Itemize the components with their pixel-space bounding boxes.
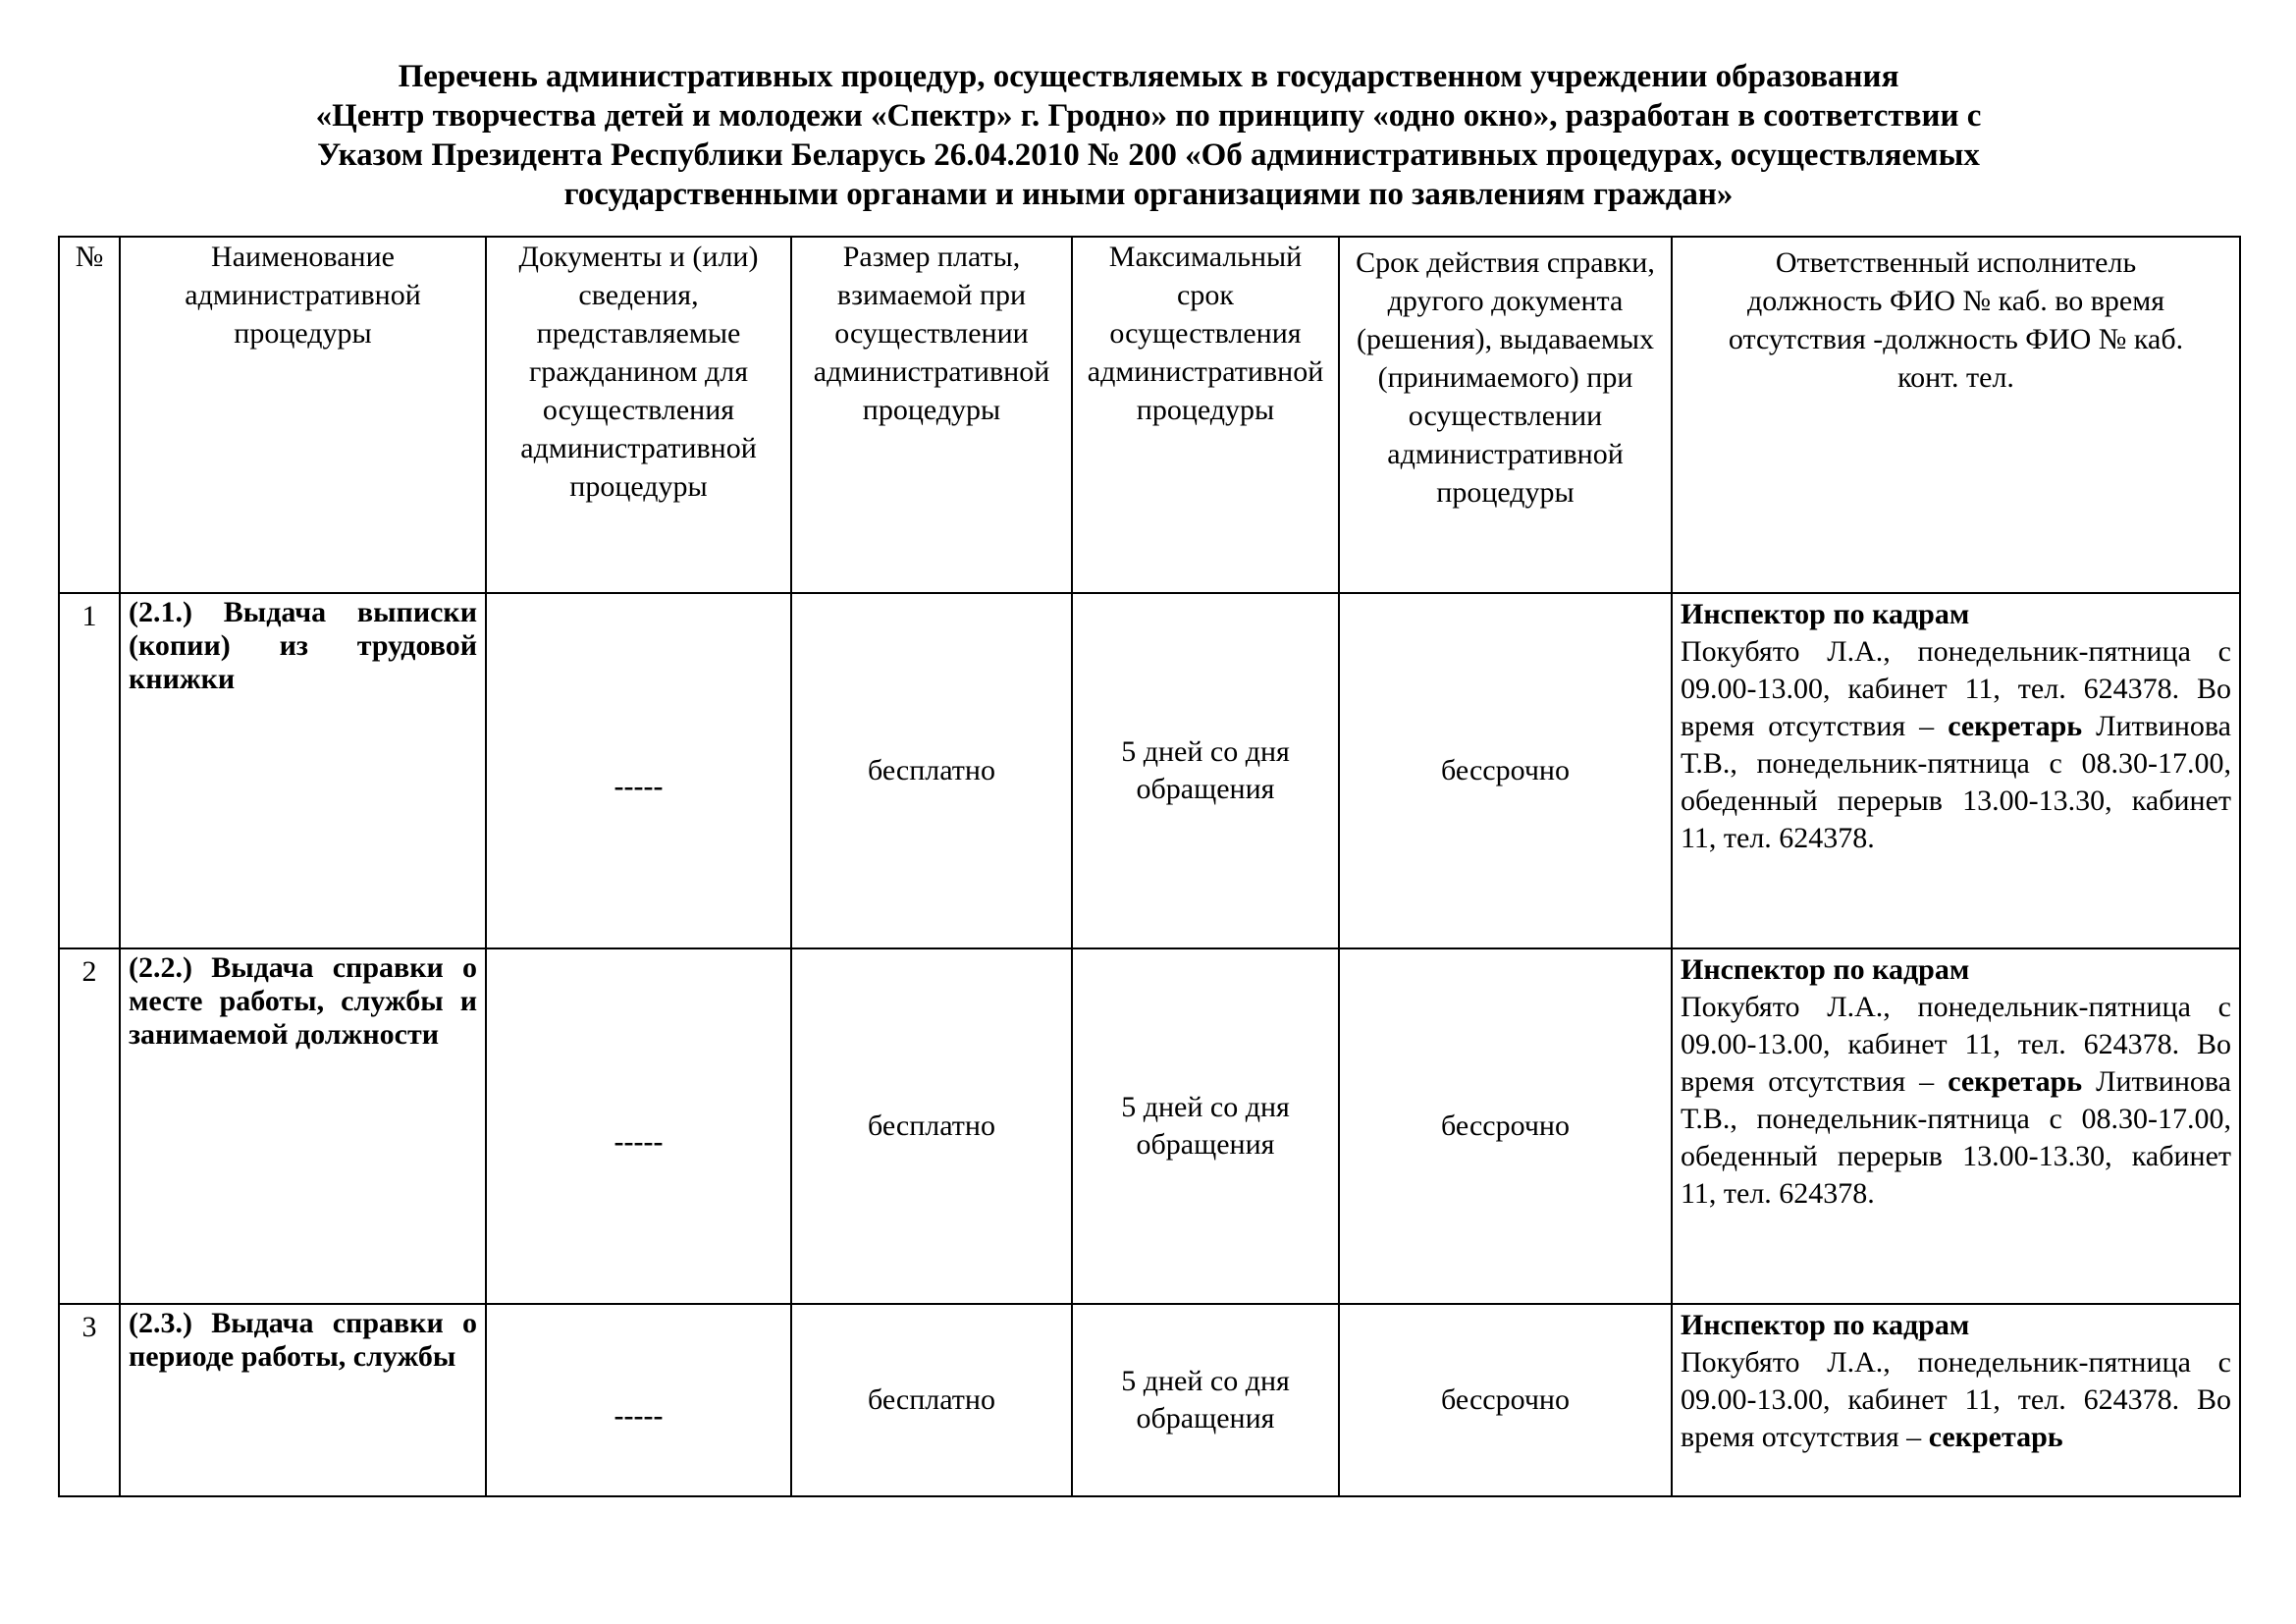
responsible-title: Инспектор по кадрам [1681, 598, 1970, 630]
title-line-4: государственными органами и иными организациями по заявлениям граждан» [563, 177, 1734, 212]
responsible-executor [1672, 948, 2240, 1304]
table-header-row [59, 237, 2240, 593]
row-number: 1 [59, 593, 120, 948]
title-line-2: «Центр творчества детей и молодежи «Спектр» г. Гродно» по принципу «одно окно», разработан в соответствии с [315, 98, 1982, 134]
header-term: Максимальный срок осуществления административной процедуры [1072, 237, 1339, 593]
document-validity: бессрочно [1339, 593, 1672, 948]
responsible-absence-lead: Во время отсутствия – [1681, 1383, 2232, 1453]
header-responsible: Ответственный исполнитель должность ФИО № каб. во время отсутствия -должность ФИО № каб. конт. тел. [1672, 237, 2240, 593]
responsible-absence-details: Литвинова Т.В., понедельник-пятница с 08.30-17.00, обеденный перерыв 13.00-13.30, кабинет 11, тел. 624378. [1681, 1065, 2231, 1210]
header-num: № [59, 237, 120, 593]
procedure-fee: бесплатно [791, 593, 1072, 948]
procedure-fee: бесплатно [791, 948, 1072, 1304]
page-title [59, 57, 2238, 214]
responsible-main: Покубято Л.А., понедельник-пятница с 09.00-13.00, кабинет 11, тел. 624378. [1681, 991, 2231, 1060]
responsible-absence-lead: Во время отсутствия – [1681, 1028, 2232, 1098]
procedure-fee: бесплатно [791, 1304, 1072, 1496]
responsible-absence-lead: Во время отсутствия – [1681, 673, 2232, 742]
responsible-title: Инспектор по кадрам [1681, 1309, 1970, 1341]
procedure-name: (2.2.) Выдача справки о месте работы, службы и занимаемой должности [120, 948, 486, 1304]
row-number: 2 [59, 948, 120, 1304]
responsible-absence-role: секретарь [1928, 1421, 2063, 1453]
table-row [59, 948, 2240, 1304]
procedure-term: 5 дней со дня обращения [1072, 593, 1339, 948]
title-line-1: Перечень административных процедур, осуществляемых в государственном учреждении образования [398, 59, 1899, 94]
responsible-absence-role: секретарь [1948, 1065, 2083, 1098]
procedure-documents: ----- [486, 948, 791, 1304]
procedure-name: (2.1.) Выдача выписки (копии) из трудовой книжки [120, 593, 486, 948]
responsible-absence-details: Литвинова Т.В., понедельник-пятница с 08.30-17.00, обеденный перерыв 13.00-13.30, кабинет 11, тел. 624378. [1681, 710, 2231, 854]
responsible-executor [1672, 593, 2240, 948]
procedure-name: (2.3.) Выдача справки о периоде работы, службы [120, 1304, 486, 1496]
header-name: Наименование административной процедуры [120, 237, 486, 593]
document-validity: бессрочно [1339, 1304, 1672, 1496]
procedure-term: 5 дней со дня обращения [1072, 1304, 1339, 1496]
header-docs: Документы и (или) сведения, представляемые гражданином для осуществления административной процедуры [486, 237, 791, 593]
procedure-documents: ----- [486, 1304, 791, 1496]
document-validity: бессрочно [1339, 948, 1672, 1304]
responsible-main: Покубято Л.А., понедельник-пятница с 09.00-13.00, кабинет 11, тел. 624378. [1681, 635, 2231, 705]
row-number: 3 [59, 1304, 120, 1496]
responsible-absence-role: секретарь [1948, 710, 2083, 742]
responsible-title: Инспектор по кадрам [1681, 953, 1970, 986]
procedure-documents: ----- [486, 593, 791, 948]
title-line-3: Указом Президента Республики Беларусь 26.04.2010 № 200 «Об административных процедурах, осуществляемых [317, 137, 1980, 173]
header-fee: Размер платы, взимаемой при осуществлении административной процедуры [791, 237, 1072, 593]
table-row [59, 1304, 2240, 1496]
table-row [59, 593, 2240, 948]
procedure-term: 5 дней со дня обращения [1072, 948, 1339, 1304]
procedures-table [58, 236, 2241, 1497]
responsible-executor [1672, 1304, 2240, 1496]
responsible-main: Покубято Л.А., понедельник-пятница с 09.00-13.00, кабинет 11, тел. 624378. [1681, 1346, 2231, 1416]
header-validity: Срок действия справки, другого документа (решения), выдаваемых (принимаемого) при осуществлении административной процедуры [1339, 237, 1672, 593]
